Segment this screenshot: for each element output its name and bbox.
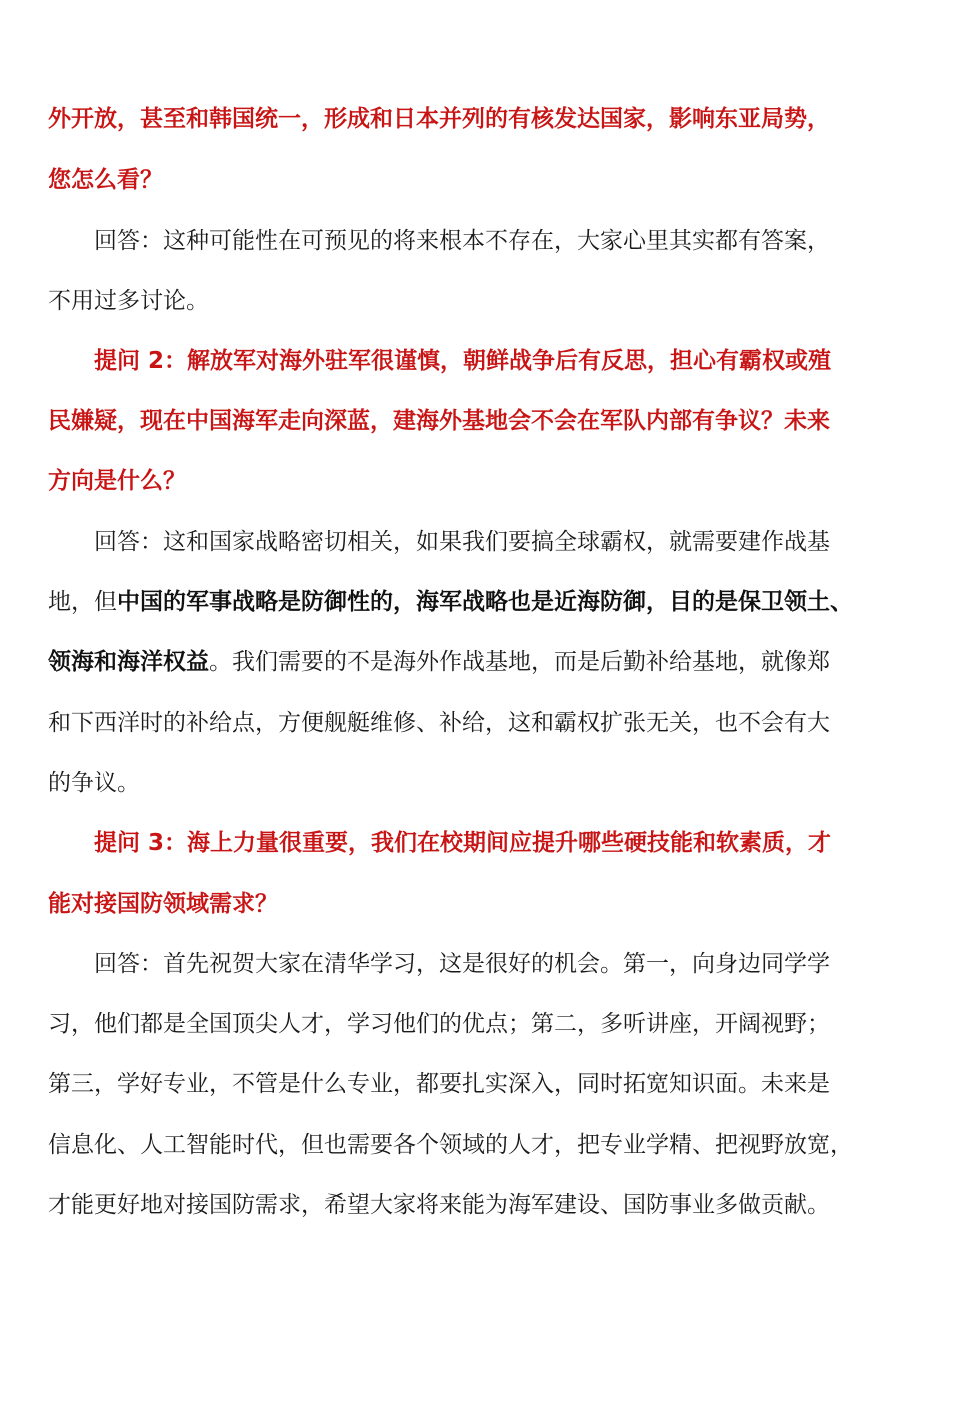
answer-2-line-3-suffix: 。我们需要的不是海外作战基地，而是后勤补给基地，就像郑 [209,649,830,675]
answer-2-line-4: 和下西洋时的补给点，方便舰艇维修、补给，这和霸权扩张无关，也不会有大 [48,710,830,736]
answer-2-line-3 [48,647,830,677]
answer-3-line-2: 习，他们都是全国顶尖人才，学习他们的优点；第二，多听讲座，开阔视野； [48,1011,830,1037]
answer-3-line-4: 信息化、人工智能时代，但也需要各个领域的人才，把专业学精、把视野放宽， [48,1132,853,1158]
answer-2-line-1: 回答：这和国家战略密切相关，如果我们要搞全球霸权，就需要建作战基 [94,529,830,555]
question-1-line-1: 外开放，甚至和韩国统一，形成和日本并列的有核发达国家，影响东亚局势， [48,106,830,132]
answer-2-line-2-emphasis: 中国的军事战略是防御性的，海军战略也是近海防御，目的是保卫领土、 [117,589,853,615]
answer-3-line-1: 回答：首先祝贺大家在清华学习，这是很好的机会。第一，向身边同学学 [94,951,830,977]
question-3-line-1: 提问 3：海上力量很重要，我们在校期间应提升哪些硬技能和软素质，才 [94,830,832,856]
question-2-line-2: 民嫌疑，现在中国海军走向深蓝，建海外基地会不会在军队内部有争议？未来 [48,408,830,434]
question-3-line-2: 能对接国防领域需求？ [48,891,278,917]
answer-3-line-5: 才能更好地对接国防需求，希望大家将来能为海军建设、国防事业多做贡献。 [48,1192,830,1218]
answer-2-line-3-emphasis: 领海和海洋权益 [48,649,209,675]
answer-2-line-5: 的争议。 [48,770,140,796]
question-2-line-1: 提问 2：解放军对海外驻军很谨慎，朝鲜战争后有反思，担心有霸权或殖 [94,348,832,374]
answer-2-line-2-prefix: 地，但 [48,589,117,615]
question-2-line-3: 方向是什么？ [48,468,186,494]
answer-1-line-1: 回答：这种可能性在可预见的将来根本不存在，大家心里其实都有答案， [94,228,830,254]
answer-1-line-2: 不用过多讨论。 [48,288,209,314]
answer-2-line-2 [48,587,853,617]
answer-3-line-3: 第三，学好专业，不管是什么专业，都要扎实深入，同时拓宽知识面。未来是 [48,1071,830,1097]
question-1-line-2: 您怎么看？ [48,167,163,193]
